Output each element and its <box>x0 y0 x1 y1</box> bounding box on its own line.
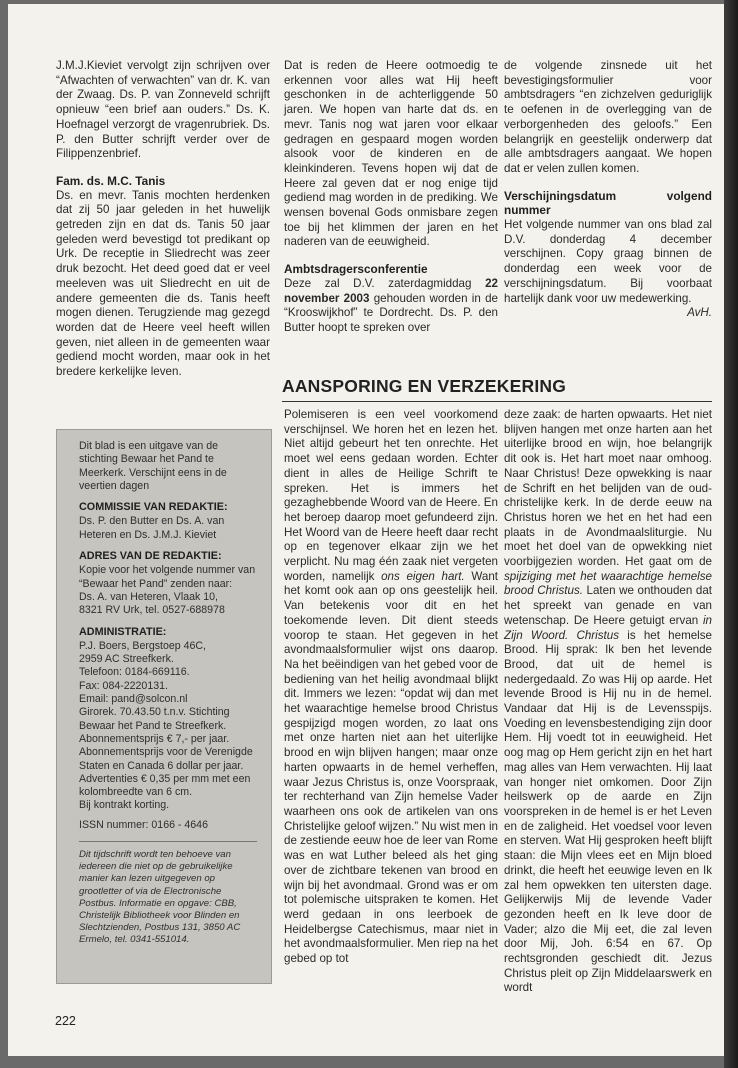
page-number: 222 <box>55 1014 76 1028</box>
section-heading-conferentie: Ambtsdragersconferentie <box>284 262 428 277</box>
tanis-paragraph: Ds. en mevr. Tanis mochten herdenken dat zij 50 jaar geleden in het huwelijk getreden zijn en dat ds. Tanis 50 jaar geleden werd bevestigd tot predikant op Urk. De receptie in Sliedrecht was zeer druk bezocht. Het deed goed dat er veel meeleven was uit Sliedrecht en uit de andere gemeenten die ds. Tanis heeft mogen dienen. Terugziende mag gezegd worden dat de Heere veel heeft willen geven, niet alleen in de gemeenten waar gediend mocht worden, maar ook in het bredere kerkelijke leven. <box>56 188 270 379</box>
admin-line: Girorek. 70.43.50 t.n.v. Stichting Bewaar het Pand te Streefkerk. <box>79 706 230 732</box>
admin-email: Email: pand@solcon.nl <box>79 693 188 706</box>
admin-line: Abonnementsprijs € 7,- per jaar. <box>79 732 230 745</box>
intro-paragraph: J.M.J.Kieviet vervolgt zijn schrijven over “Afwachten of verwachten” van dr. K. van der Zwaag. Ds. P. van Zonneveld schrijft opnieuw “een brief aan ouders.” Ds. K. Hoefnagel verzorgt de vragenrubriek. Ds. P. den Butter schrijft verder over de Filippenzenbrief. <box>56 59 270 161</box>
conferentie-text-b: gehouden worden in de “Krooswijkhof” te Dordrecht. Ds. P. den Butter hoopt te spreken over <box>284 291 498 334</box>
admin-line: Telefoon: 0184-669116. <box>79 666 190 679</box>
colophon-heading-administratie: ADMINISTRATIE: <box>79 625 167 638</box>
colophon-box <box>56 429 272 984</box>
admin-line: 2959 AC Streefkerk. <box>79 653 174 666</box>
tanis-paragraph-continued: Dat is reden de Heere ootmoedig te erkennen voor alles wat Hij heeft geschonken in de achterliggende 50 jaren. We hopen van harte dat ds. en mevr. Tanis nog wat jaren voor elkaar gedragen en gespaard mogen worden alsook voor de kinderen en de kleinkinderen. Tevens hopen wij dat de Heere zal geven dat er nog enige tijd gediend mag worden in de prediking. We wensen bovenal Gods onmisbare zegen toe bij het klimmen der jaren en het naderen van de eeuwigheid. <box>284 59 498 249</box>
conferentie-paragraph <box>284 277 498 336</box>
colophon-disclaimer: Dit tijdschrift wordt ten behoeve van iedereen die niet op de gebruikelijke manier kan lezen uitgegeven op grootletter of via de Electronische Postbus. Informatie en opgave: CBB, Christelijk Bibliotheek voor Blinden en Slechtzienden, Postbus 131, 3850 AC Ermelo, tel. 0341-551014. <box>79 849 241 946</box>
issn-number: ISSN nummer: 0166 - 4646 <box>79 818 208 831</box>
conferentie-paragraph-continued: de volgende zinsnede uit het bevestigingsformulier voor ambtsdragers “en zichzelven geduriglijk te oefenen in de overlegging van de verborgenheden des geloofs.” Een belangrijk en geestelijk onderwerp dat alle ambtsdragers aangaat. We hopen dat er velen zullen komen. <box>504 59 712 175</box>
admin-line: Bij kontrakt korting. <box>79 799 170 812</box>
article-emphasis: in Zijn Woord. Christus <box>504 613 712 642</box>
colophon-adres-line: 8321 RV Urk, tel. 0527-688978 <box>79 604 225 617</box>
article-text: deze zaak: de harten opwaarts. Het niet blijven hangen met onze harten aan het uiterlijke brood en wijn, hoe belangrijk dit ook is. Het hart moet naar omhoog. Naar Christus! Deze opwekking is naar de Schrift en het belijden van de oud-christelijke kerk. In de derde eeuw na Christus horen we het en het had een plaats in de Avondmaalsliturgie. Nu moet het doel van de opwekking niet voorbijgezien worden. Het gaat om de <box>504 408 712 569</box>
colophon-heading-redactie: COMMISSIE VAN REDAKTIE: <box>79 501 228 514</box>
conferentie-date: 22 november 2003 <box>284 276 498 305</box>
column-1 <box>56 59 270 380</box>
magazine-page <box>8 4 724 1056</box>
article-column-right <box>504 408 712 996</box>
colophon-intro: Dit blad is een uitgave van de stichting Bewaar het Pand te Meerkerk. Verschijnt eens in de veertien dagen <box>79 440 227 492</box>
article-text: Polemiseren is een veel voorkomend verschijnsel. We horen het en lezen het. Niet altijd gebeurt het ten onrechte. Het moet wel eens gedaan worden. Echter dient in alles de Heilige Schrift te spreken. Het is immers het gezaghebbende Woord van de Heere. En het beroep daarop moet gefundeerd zijn. Het Woord van de Heere heeft daar recht op en tegenover elkaar zijn we het verplicht. Nu mag één zaak niet vergeten worden, namelijk <box>284 408 498 583</box>
page-edge-shadow <box>724 0 738 1068</box>
signature: AvH. <box>687 306 712 320</box>
colophon-divider <box>79 841 257 842</box>
section-heading-tanis: Fam. ds. M.C. Tanis <box>56 173 166 188</box>
column-3 <box>504 59 712 321</box>
verschijning-paragraph: Het volgende nummer van ons blad zal D.V. donderdag 4 december verschijnen. Copy graag binnen de donderdag een week voor de verschijningsdatum. Bij voorbaat hartelijk dank voor uw medewerking. <box>504 218 712 305</box>
conferentie-text-a: Deze zal D.V. zaterdagmiddag <box>284 276 486 290</box>
colophon-redactie: Ds. P. den Butter en Ds. A. van Heteren en Ds. J.M.J. Kieviet <box>79 515 225 541</box>
column-2 <box>284 59 498 336</box>
article-paragraph-right <box>504 408 712 996</box>
colophon-adres: Kopie voor het volgende nummer van “Bewaar het Pand” zenden naar: <box>79 564 256 590</box>
colophon-heading-adres: ADRES VAN DE REDAKTIE: <box>79 550 222 563</box>
admin-line: Fax: 084-2220131. <box>79 679 168 692</box>
colophon-adres-line: Ds. A. van Heteren, Vlaak 10, <box>79 590 218 603</box>
article-title: AANSPORING EN VERZEKERING <box>282 376 712 402</box>
article-column-left <box>284 408 498 967</box>
admin-line: Abonnementsprijs voor de Verenigde Staten en Canada 6 dollar per jaar. <box>79 746 253 772</box>
article-text: Want het komt ook aan op ons geestelijk heil. Van betekenis voor dit en het toekomende leven. Dit dient steeds voorop te staan. Het gegeven in het avondmaalsformulier wijst ons daarop. Na het beëindigen van het gebed voor de bediening van het heilig avondmaal blijkt dit. Immers we lezen: “opdat wij dan met het waarachtige hemelse brood Christus gespijzigd mogen worden, zo laat ons met onze harten niet aan het uiterlijke brood en wijn blijven hangen; maar onze harten opwaarts in de hemel verheffen, waar Jezus Christus is, onze Voorspraak, ter rechterhand van Zijn hemelse Vader waarheen ons ook de artikelen van ons Christelijke geloof wijzen.” Nu wist men in de zestiende eeuw hoe de leer van Rome was en wat Luther beleed als het ging over de zichtbare tekenen van brood en wijn bij het avondmaal. Grond was er om tot polemische uitspraken te komen. Het werd gedaan in ons leerboek de Heidelbergse Catechismus, maar niet in het avondmaalsformulier. Men riep na het gebed op tot <box>284 569 498 966</box>
article-paragraph-left <box>284 408 498 967</box>
admin-line: P.J. Boers, Bergstoep 46C, <box>79 639 207 652</box>
admin-line: Advertenties € 0,35 per mm met een kolombreedte van 6 cm. <box>79 772 251 799</box>
article-text: Laten we onthouden dat het spreekt van genade en van wetenschap. De Heere getuigt ervan <box>504 584 712 627</box>
article-emphasis: spijziging met het waarachtige hemelse brood Christus. <box>504 569 712 598</box>
article-emphasis: ons eigen hart. <box>381 569 465 583</box>
section-heading-verschijning: Verschijningsdatum volgend nummer <box>504 188 712 218</box>
article-text: is het hemelse Brood. Hij sprak: Ik ben het levende Brood, dat uit de hemel is nedergedaald. Zo was Hij op aarde. Het levende Brood is Hij nu in de hemel. Vandaar dat Hij is de Levensspijs. Voeding en levensbestendiging zijn door Hem. Hij voedt tot in eeuwigheid. Het oog mag op Hem gericht zijn en het hart mag alles van Hem verwachten. Hij laat van honger niet omkomen. Door Zijn heilswerk op de aarde en Zijn voorspreken in de hemel is er het Leven en de zaligheid. Het voedsel voor leven en sterven. Wat Hij gesproken heeft blijft staan: die Mijn vlees eet en Mijn bloed drinkt, die heeft het eeuwige leven en Ik zal hem opwekken ten uitersten dage. Gelijkerwijs Mij de levende Vader gezonden heeft en Ik leve door de Vader; alzo die Mij eet, die zal leven door Mij, Joh. 6:54 en 67. Op rechtsgronden geschiedt dit. Jezus Christus pleit op Zijn Middelaarswerk en wordt <box>504 628 712 995</box>
